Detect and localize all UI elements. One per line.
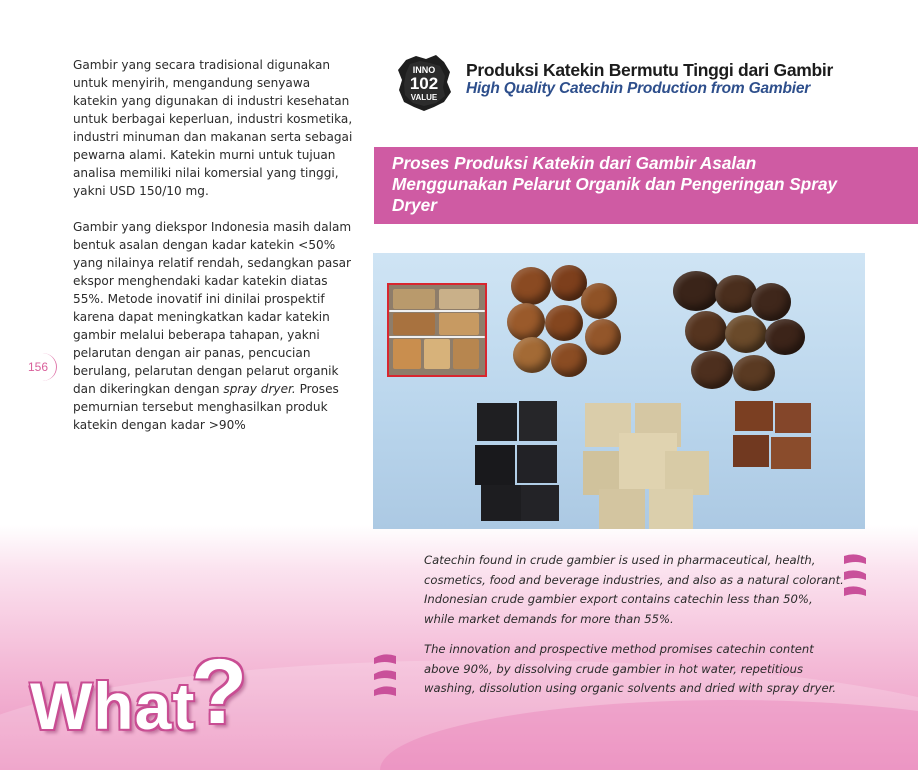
body-paragraph-2 xyxy=(73,218,355,434)
opening-quote-icon xyxy=(372,652,398,706)
inno-value-badge-logo xyxy=(396,54,452,112)
packaged-products-inset-photo xyxy=(387,283,487,377)
gambier-products-photo xyxy=(373,253,865,529)
what-question-mark: ? xyxy=(191,641,248,743)
what-heading: What xyxy=(30,669,196,743)
title-block xyxy=(466,60,866,97)
closing-quote-icon xyxy=(842,552,868,606)
body-paragraph-2-text: Gambir yang diekspor Indonesia masih dalam bentuk asalan dengan kadar katekin <50% yang nilainya relatif rendah, sedangkan pasar ekspor menghendaki kadar katekin diatas 55%. Metode inovatif ini dinilai prospektif karena dapat meningkatkan kadar katekin gambir melalui beberapa tahapan, yakni pelarutan dengan air panas, pencucian berulang, pelarutan dengan pelarut organik dan dikeringkan dengan xyxy=(73,220,352,396)
page-title: Produksi Katekin Bermutu Tinggi dari Gambir xyxy=(466,60,833,80)
section-banner-title: Proses Produksi Katekin dari Gambir Asalan Menggunakan Pelarut Organik dan Pengeringan Spray Dryer xyxy=(392,153,838,215)
badge-line-1: INNO xyxy=(412,65,436,75)
body-paragraph-2-emphasis: spray dryer. xyxy=(223,382,296,396)
body-paragraph-2-end: Proses pemurnian tersebut menghasilkan produk katekin dengan kadar >90% xyxy=(73,382,339,432)
badge-line-2: 102 xyxy=(409,74,439,93)
english-summary xyxy=(424,551,844,710)
badge-line-3: VALUE xyxy=(410,93,438,102)
english-paragraph-1: Catechin found in crude gambier is used in pharmaceutical, health, cosmetics, food and beverage industries, and also as a natural colorant. Indonesian crude gambier export contains catechin less than 50%, while market demands for more than 55%. xyxy=(424,553,844,626)
page-number: 156 xyxy=(28,353,57,381)
page-subtitle: High Quality Catechin Production from Gambier xyxy=(466,80,811,97)
english-paragraph-2: The innovation and prospective method promises catechin content above 90%, by dissolving crude gambier in hot water, repetitious washing, dissolution using organic solvents and dried with spray dryer. xyxy=(424,642,837,695)
body-paragraph-1: Gambir yang secara tradisional digunakan untuk menyirih, mengandung senyawa katekin yang digunakan di industri kesehatan untuk berbagai keperluan, industri kosmetika, industri minuman dan makanan serta sebagai pewarna alami. Katekin murni untuk tujuan analisa memiliki nilai komersial yang tinggi, yakni USD 150/10 mg. xyxy=(73,58,353,198)
indonesian-body-text xyxy=(73,56,355,452)
